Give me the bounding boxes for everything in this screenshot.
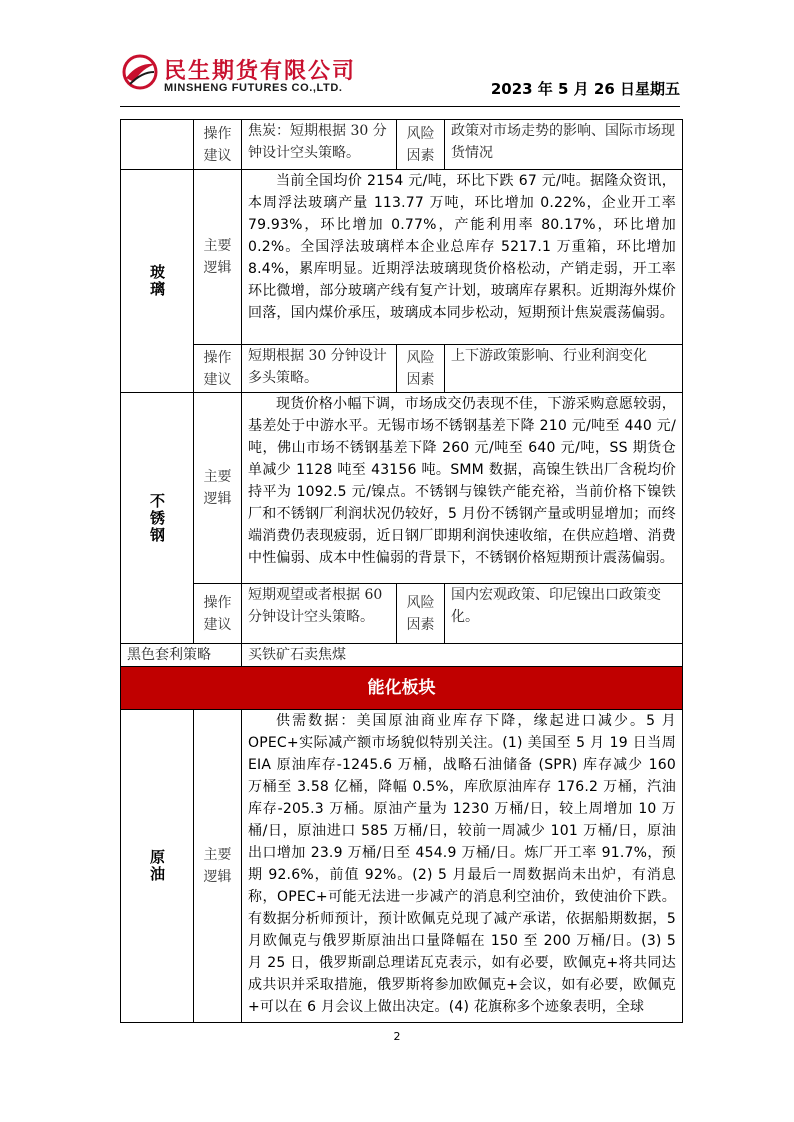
spread-row: [121, 644, 683, 667]
report-date: 2023 年 5 月 26 日星期五: [490, 80, 680, 98]
glass-advice-row: [121, 345, 683, 393]
stainless-category: 不锈钢: [121, 393, 194, 644]
risk-label: 风险因素: [397, 120, 445, 170]
company-name-cn: 民生期货有限公司: [164, 59, 357, 84]
operation-label: 操作建议: [194, 584, 242, 644]
crude-logic: 供需数据：美国原油商业库存下降，缘起进口减少。5 月 OPEC+实际减产额市场貌似特别关注。(1) 美国至 5 月 19 日当周 EIA 原油库存-1245.6 万桶，战略石油储备 (SPR) 库存减少 160 万桶至 3.58 亿桶，降幅 0.5%，库欣原油库存 176.2 万桶，汽油库存-205.3 万桶。原油产量为 1230 万桶/日，较上周增加 10 万桶/日，原油进口 585 万桶/日，较前一周减少 101 万桶/日，原油出口增加 23.9 万桶/日至 454.9 万桶/日。炼厂开工率 91.7%，预期 92.6%，前值 92%。(2) 5 月最后一周数据尚未出炉，有消息称，OPEC+可能无法进一步减产的消息利空油价，致使油价下跌。有数据分析师预计，预计欧佩克兑现了减产承诺，依据船期数据，5 月欧佩克与俄罗斯原油出口量降幅在 150 至 200 万桶/日。(3) 5 月 25 日，俄罗斯副总理诺瓦克表示，如有必要，欧佩克+将共同达成共识并采取措施，俄罗斯将参加欧佩克+会议，如有必要，欧佩克+可以在 6 月会议上做出决定。(4) 花旗称多个迹象表明，全球: [242, 710, 683, 1023]
glass-advice: 短期根据 30 分钟设计多头策略。: [242, 345, 397, 393]
glass-category: 玻璃: [121, 170, 194, 393]
main-logic-label: 主要逻辑: [194, 710, 242, 1023]
stainless-advice: 短期观望或者根据 60 分钟设计空头策略。: [242, 584, 397, 644]
crude-logic-row: [121, 710, 683, 1023]
glass-logic-row: [121, 170, 683, 345]
operation-label: 操作建议: [194, 120, 242, 170]
strategy-table: [120, 119, 683, 1023]
main-logic-label: 主要逻辑: [194, 170, 242, 345]
stainless-risk: 国内宏观政策、印尼镍出口政策变化。: [445, 584, 683, 644]
risk-label: 风险因素: [397, 584, 445, 644]
risk-label: 风险因素: [397, 345, 445, 393]
glass-risk: 上下游政策影响、行业利润变化: [445, 345, 683, 393]
section-header-row: [121, 667, 683, 710]
coke-risk: 政策对市场走势的影响、国际市场现货情况: [445, 120, 683, 170]
stainless-logic-row: [121, 393, 683, 584]
company-name-en: MINSHENG FUTURES CO.,LTD.: [164, 82, 343, 94]
crude-category: 原油: [121, 710, 194, 1023]
glass-logic: 当前全国均价 2154 元/吨，环比下跌 67 元/吨。据隆众资讯，本周浮法玻璃产量 113.77 万吨，环比增加 0.22%，企业开工率 79.93%，环比增加 0.77%，产能利用率 80.17%，环比增加 0.2%。全国浮法玻璃样本企业总库存 5217.1 万重箱，环比增加 8.4%，累库明显。近期浮法玻璃现货价格松动，产销走弱，开工率环比微增，部分玻璃产线有复产计划，玻璃库存累积。近期海外煤价回落，国内煤价承压，玻璃成本同步松动，短期预计焦炭震荡偏弱。: [242, 170, 683, 345]
section-title: 能化板块: [121, 667, 683, 710]
operation-label: 操作建议: [194, 345, 242, 393]
main-logic-label: 主要逻辑: [194, 393, 242, 584]
page-number: 2: [393, 1030, 401, 1043]
coke-category-cell: [121, 120, 194, 170]
coke-advice: 焦炭：短期根据 30 分钟设计空头策略。: [242, 120, 397, 170]
page-header: [120, 52, 680, 104]
spread-value: 买铁矿石卖焦煤: [242, 644, 683, 667]
header-divider: [120, 106, 680, 107]
stainless-logic: 现货价格小幅下调，市场成交仍表现不佳，下游采购意愿较弱，基差处于中游水平。无锡市场不锈钢基差下降 210 元/吨至 440 元/吨，佛山市场不锈钢基差下降 260 元/吨至 640 元/吨，SS 期货仓单减少 1128 吨至 43156 吨。SMM 数据，高镍生铁出厂含税均价持平为 1092.5 元/镍点。不锈钢与镍铁产能充裕，当前价格下镍铁厂和不锈钢厂利润状况仍较好，5 月份不锈钢产量或明显增加；而终端消费仍表现疲弱，近日钢厂即期利润快速收缩，在供应趋增、消费中性偏弱、成本中性偏弱的背景下，不锈钢价格短期预计震荡偏弱。: [242, 393, 683, 584]
spread-label: 黑色套利策略: [121, 644, 242, 667]
stainless-advice-row: [121, 584, 683, 644]
coke-advice-row: [121, 120, 683, 170]
company-logo-icon: [120, 52, 160, 92]
